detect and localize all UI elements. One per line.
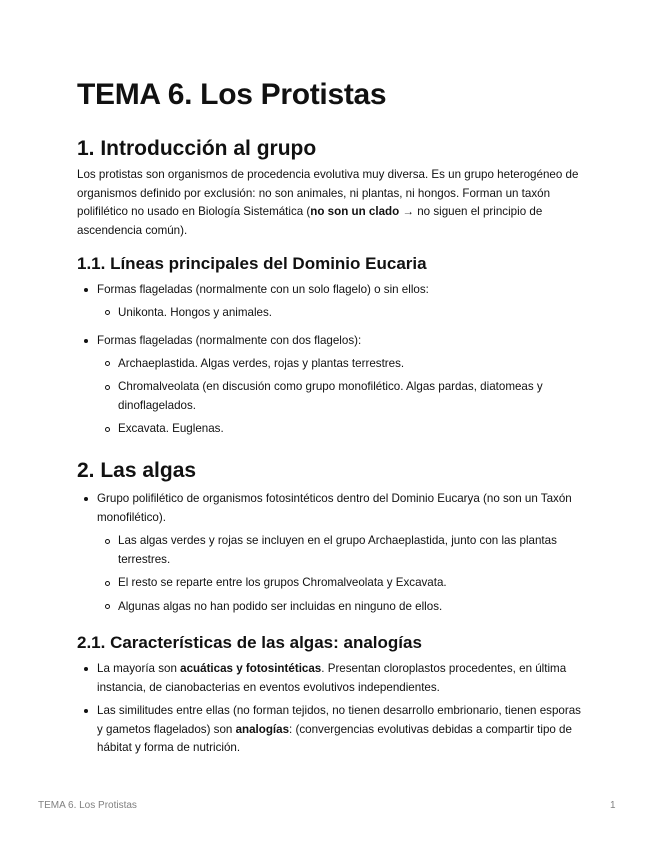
list-item: El resto se reparte entre los grupos Chromalveolata y Excavata.: [77, 574, 582, 593]
heading-algas: 2. Las algas: [77, 459, 197, 482]
caracteristicas-text-bold: acuáticas y fotosintéticas: [180, 662, 322, 675]
list-item: Formas flageladas (normalmente con dos flagelos):: [77, 332, 582, 351]
list-item: Algunas algas no han podido ser incluidas en ninguno de ellos.: [77, 598, 582, 617]
list-item: Grupo polifilético de organismos fotosintéticos dentro del Dominio Eucarya (no son un Taxón monofilético).: [77, 490, 582, 527]
lineas-list: [77, 281, 582, 439]
intro-text-bold: no son un clado →: [310, 205, 414, 218]
list-item: Chromalveolata (en discusión como grupo monofilético. Algas pardas, diatomeas y dinoflagelados.: [77, 378, 582, 415]
intro-text-a: Los protistas son organismos de procedencia evolutiva muy diversa. Es un grupo heterogéneo de organismos definido por exclusión: no son animales, ni plantas, ni hongos. Forman un taxón polifilético no usado en Biología Sistemática (: [77, 168, 579, 218]
analogias-text-b: : (convergencias evolutivas debidas a compartir tipo de hábitat y forma de nutrición.: [97, 722, 572, 754]
heading-introduccion: 1. Introducción al grupo: [77, 137, 317, 160]
caracteristicas-list: [77, 660, 582, 758]
intro-text-b: no siguen el principio de ascendencia común).: [77, 205, 543, 237]
caracteristicas-text-b: . Presentan cloroplastos procedentes, en última instancia, de cianobacterias en eventos evolutivos independientes.: [97, 662, 567, 694]
document-title: TEMA 6. Los Protistas: [77, 78, 387, 111]
list-item: Unikonta. Hongos y animales.: [77, 304, 582, 323]
list-item: Las algas verdes y rojas se incluyen en el grupo Archaeplastida, junto con las plantas terrestres.: [77, 532, 582, 569]
analogias-text-a: Las similitudes entre ellas (no forman tejidos, no tienen desarrollo embrionario, tienen esporas y gametos flagelados) son: [97, 704, 581, 736]
list-item: Excavata. Euglenas.: [77, 420, 582, 439]
intro-paragraph: [77, 166, 582, 240]
analogias-text-bold: analogías: [235, 722, 290, 736]
heading-caracteristicas: 2.1. Características de las algas: analogías: [77, 633, 422, 652]
list-item: Formas flageladas (normalmente con un solo flagelo) o sin ellos:: [77, 281, 582, 300]
footer-title: TEMA 6. Los Protistas: [38, 800, 137, 811]
list-item: [77, 702, 582, 758]
heading-lineas: 1.1. Líneas principales del Dominio Eucaria: [77, 254, 427, 273]
list-item: [77, 660, 582, 697]
page-number: 1: [610, 800, 616, 811]
algas-list: [77, 490, 582, 616]
caracteristicas-text-a: La mayoría son: [97, 662, 181, 675]
list-item: Archaeplastida. Algas verdes, rojas y plantas terrestres.: [77, 355, 582, 374]
